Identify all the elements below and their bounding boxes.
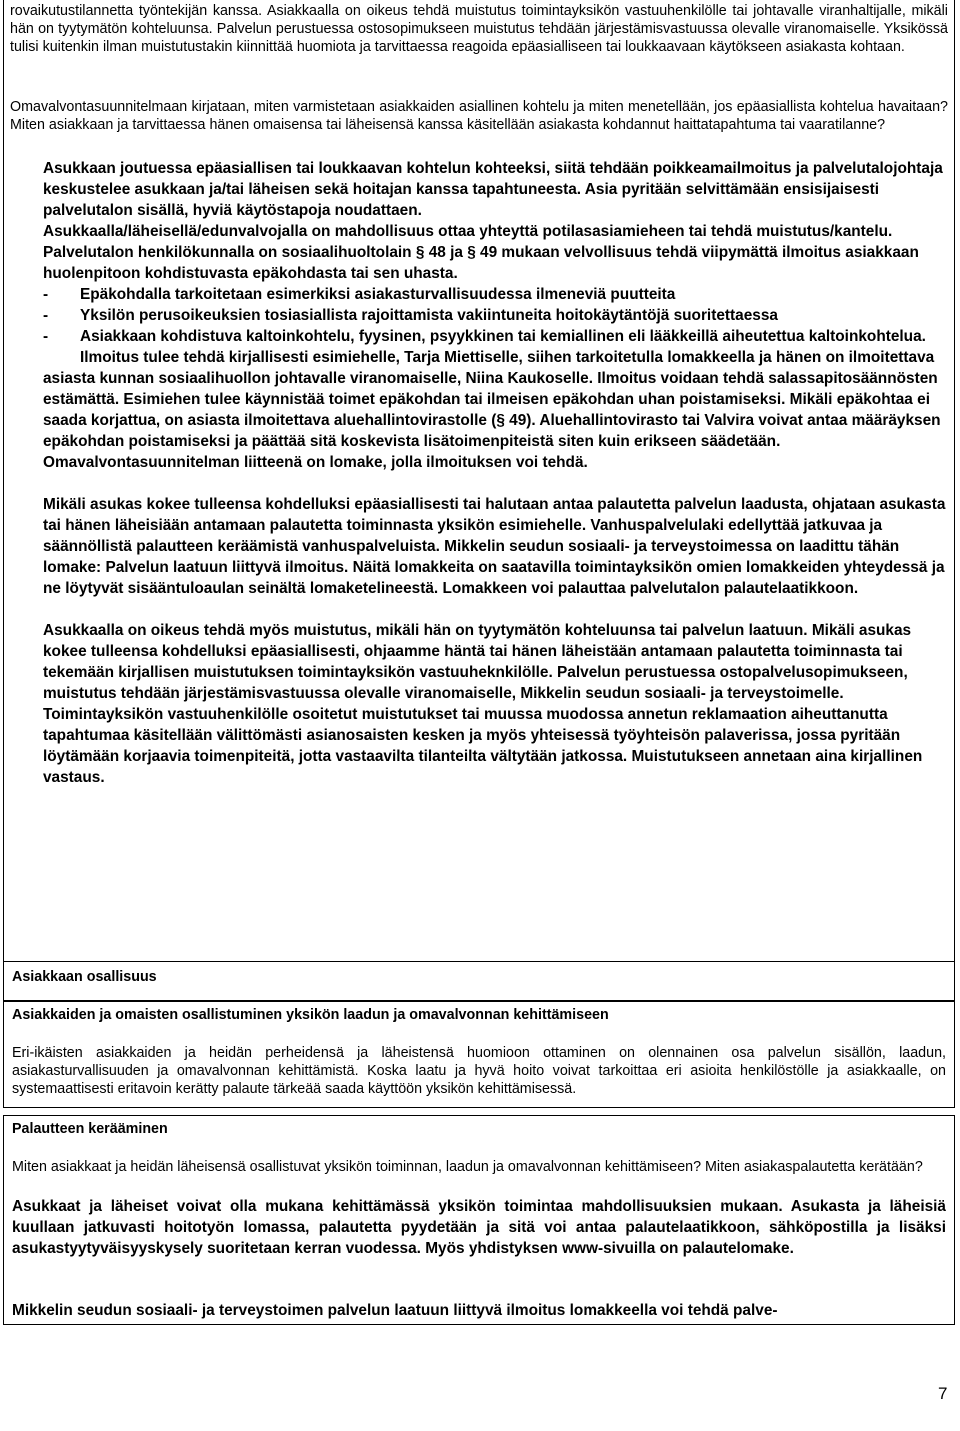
epakohta-list (43, 284, 948, 347)
list-item: - Epäkohdalla tarkoitetaan esimerkiksi asiakasturvallisuudessa ilmeneviä puutteita (43, 286, 676, 303)
section-answer-2: Mikkelin seudun sosiaali- ja terveystoimen palvelun laatuun liittyvä ilmoitus lomakkeella voi tehdä palve- (12, 1302, 778, 1319)
intro-question-2: Miten asiakkaan ja tarvittaessa hänen omaisensa tai läheisensä kanssa käsitellään asiakasta kohdannut haittatapahtuma tai vaaratilanne? (10, 117, 886, 133)
list-item: - Asiakkaan kohdistuva kaltoinkohtelu, fyysinen, psyykkinen tai kemiallinen eli lääkkeillä aiheutettua kaltoinkohtelua. (43, 328, 926, 345)
bold-paragraph-2: Asukkaalla/läheisellä/edunvalvojalla on mahdollisuus ottaa yhteyttä potilasasiamieheen tai tehdä muistutus/kantelu. (43, 223, 893, 240)
intro-paragraph-2 (10, 98, 948, 134)
bold-text-block (43, 158, 948, 788)
intro-paragraph-1: rovaikutustilannetta työntekijän kanssa. Asiakkaalla on oikeus tehdä muistutus toimintayksikön vastuuhenkilölle tai johtavalle viranhaltijalle, mikäli hän on tyytymätön kohteluunsa. Palvelun perustuessa ostosopimukseen muistutus tehdään järjestämisvastuussa olevalle viranomaiselle. Yksikössä tulisi kuitenkin ilman muistutustakin kiinnittää huomiota ja tarvittaessa reagoida epäasialliseen tai loukkaavaan käytökseen asiakasta kohtaan. (10, 3, 948, 55)
list-item: - Yksilön perusoikeuksien tosiasiallista rajoittamista vakiintuneita hoitokäytäntöjä suoritettaessa (43, 307, 778, 324)
section-heading: Palautteen kerääminen (12, 1121, 168, 1137)
bold-paragraph-3: Palvelutalon henkilökunnalla on sosiaalihuoltolain § 48 ja § 49 mukaan velvollisuus tehdä viipymättä ilmoitus asiakkaan huolenpitoon kohdistuvasta epäkohdasta tai sen uhasta. (43, 244, 919, 282)
section-text: Eri-ikäisten asiakkaiden ja heidän perheidensä ja läheistensä huomioon ottaminen on olennainen osa palvelun sisällön, laadun, asiakasturvallisuuden ja omavalvonnan kehittämistä. Koska laatu ja hyvä hoito voivat tarkoittaa eri asioita henkilöstölle ja asiakkaalle, on systemaattisesti eritavoin kerätty palaute tärkeää saada käyttöön yksikön kehittämisessä. (12, 1045, 946, 1097)
section-heading: Asiakkaiden ja omaisten osallistuminen yksikön laadun ja omavalvonnan kehittämiseen (12, 1007, 609, 1023)
bold-paragraph-4: Ilmoitus tulee tehdä kirjallisesti esimiehelle, Tarja Miettiselle, siihen tarkoitetulla lomakkeella ja hänen on ilmoitettava asiasta kunnan sosiaalihuollon johtavalle viranomaiselle, Niina Kaukoselle. Ilmoitus voidaan tehdä salassapitosäännösten estämättä. Esimiehen tulee käynnistää toimet epäkohdan tai ilmeisen epäkohdan uhan poistamiseksi. Mikäli epäkohtaa ei saada korjattua, on asiasta ilmoitettava aluehallintovirastolle (§ 49). Aluehallintovirasto tai Valvira voivat antaa määräyksen epäkohdan poistamiseksi ja päättää sitä koskevista lisätoimenpiteistä siten kuin erikseen säädetään. (43, 349, 941, 450)
bold-paragraph-5: Omavalvontasuunnitelman liitteenä on lomake, jolla ilmoituksen voi tehdä. (43, 454, 588, 471)
intro-question-1: Omavalvontasuunnitelmaan kirjataan, miten varmistetaan asiakkaiden asiallinen kohtelu ja miten menetellään, jos epäasiallista kohtelua havaitaan? (10, 99, 948, 115)
bold-paragraph-7: Asukkaalla on oikeus tehdä myös muistutus, mikäli hän on tyytymätön kohteluunsa tai palvelun laatuun. Mikäli asukas kokee tulleensa kohdelluksi epäasiallisesti, ohjaamme häntä tai hänen läheistään antamaan palautetta toiminnasta tai tekemään kirjallisen muistutuksen toimintayksikön vastuuheknkilölle. Palvelun perustuessa ostopalvelusopimukseen, muistutus tehdään järjestämisvastuussa olevalle viranomaiselle, Mikkelin seudun sosiaali- ja terveystoimelle. Toimintayksikön vastuuhenkilölle osoitetut muistutukset tai muussa muodossa annetun reklamaation aiheuttanutta tapahtumaa käsitellään välittömästi asianosaisten kesken ja myös yhteisessä työyhteisön palaverissa, jossa pyritään löytämään korjaavia toimenpiteitä, jotta vastaavilta tilanteilta vältytään jatkossa. Muistutukseen annetaan aina kirjallinen vastaus. (43, 622, 923, 786)
section-question: Miten asiakkaat ja heidän läheisensä osallistuvat yksikön toiminnan, laadun ja omavalvonnan kehittämiseen? Miten asiakaspalautetta kerätään? (12, 1159, 923, 1175)
page-number: 7 (938, 1384, 948, 1403)
section-answer-1: Asukkaat ja läheiset voivat olla mukana kehittämässä yksikön toimintaa mahdollisuuksien mukaan. Asukasta ja läheisiä kuullaan jatkuvasti hoitotyön lomassa, palautetta pyydetään ja sitä voi antaa palautelaatikkoon, sähköpostilla ja lisäksi asukastyytyväisyyskysely suoritetaan kerran vuodessa. Myös yhdistyksen www-sivuilla on palautelomake. (12, 1198, 946, 1257)
bold-paragraph-1: Asukkaan joutuessa epäasiallisen tai loukkaavan kohtelun kohteeksi, siitä tehdään poikkeamailmoitus ja palvelutalojohtaja keskustelee asukkaan ja/tai läheisen sekä hoitajan kanssa tapahtuneesta. Asia pyritään selvittämään ensisijaisesti palvelutalon sisällä, hyviä käytöstapoja noudattaen. (43, 160, 943, 219)
bold-paragraph-6: Mikäli asukas kokee tulleensa kohdelluksi epäasiallisesti tai halutaan antaa palautetta palvelun laadusta, ohjataan asukasta tai hänen läheisiään antamaan palautetta toiminnasta yksikön esimiehelle. Vanhuspalvelulaki edellyttää jatkuvaa ja säännöllistä palautteen keräämistä vanhuspalveluista. Mikkelin seudun sosiaali- ja terveystoimessa on laadittu tähän lomake: Palvelun laatuun liittyvä ilmoitus. Näitä lomakkeita on saatavilla toimintayksikön omien lomakkeiden yhteydessä ja ne löytyvät sisääntuloaulan seinältä lomaketelineestä. Lomakkeen voi palauttaa palvelutalon palautelaatikkoon. (43, 496, 946, 597)
section-asiakkaan-osallisuus (3, 961, 955, 1001)
section-osallistuminen (3, 1001, 955, 1108)
section-palautteen-keraaminen (3, 1115, 955, 1325)
section-heading: Asiakkaan osallisuus (12, 969, 157, 985)
